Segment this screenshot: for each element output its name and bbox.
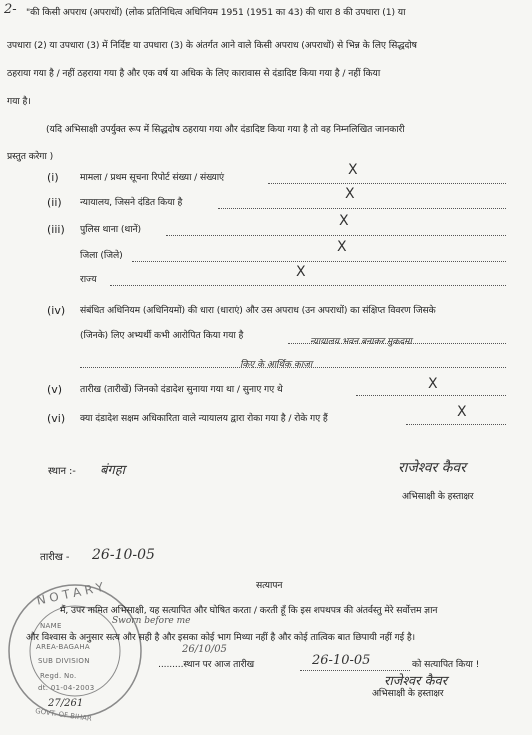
notary-handwritten-sworn: Sworn before me [112,616,191,626]
item-iii-district-cross: X [337,239,347,255]
notary-handwritten-date: 26/10/05 [182,644,227,655]
corner-handwritten-mark: 2- [4,2,17,17]
para2-line-1: (यदि अभिसाक्षी उपर्युक्त रूप में सिद्धदोष ठहराया गया और दंडादिष्ट किया गया है तो वह निम्नलिखित जानकारी [46,124,405,135]
item-ii-number: (ii) [47,196,62,209]
seal-regd: Regd. No. [40,672,77,680]
verification-line-4: को सत्यापित किया ! [412,659,480,670]
item-v-cross: X [428,376,438,392]
signature-handwritten: राजेश्वर कैवर [398,460,466,476]
verification-date-handwritten: 26-10-05 [312,653,371,668]
para1-line-2: उपधारा (2) या उपधारा (3) में निर्दिष्ट या उपधारा (3) के अंतर्गत आने वाले किसी अपराध (अपराधों) से भिन्न के लिए सिद्धदोष [7,40,417,51]
para1-line-3: ठहराया गया है / नहीं ठहराया गया है और एक वर्ष या अधिक के लिए कारावास से दंडादिष्ट किया गया है / नहीं किया [7,68,381,79]
item-iii-state-blank [110,285,506,286]
item-iii-blank [166,235,506,236]
signature-label: अभिसाक्षी के हस्ताक्षर [402,491,474,502]
item-iii-number: (iii) [47,223,65,236]
item-iv-label-line-2: (जिनके) लिए अभ्यर्थी कभी आरोपित किया गया है [80,330,244,341]
signature2-handwritten: राजेश्वर कैवर [384,674,448,689]
date-label: तारीख - [40,552,70,563]
item-iii-district-label: जिला (जिले) [80,250,123,261]
item-iii-state-cross: X [296,264,306,280]
seal-date: dt. 01-04-2003 [38,684,95,692]
seal-handwritten-number: 27/261 [48,698,84,709]
verification-line-1: मैं, उपर नामित अभिसाक्षी, यह सत्यापित और घोषित करता / करती हूँ कि इस शपथपत्र की अंतर्वस्तु मेरे सर्वोत्तम ज्ञान [60,605,438,616]
item-vi-number: (vi) [47,412,66,425]
signature2-label: अभिसाक्षी के हस्ताक्षर [372,688,444,699]
verification-heading: सत्यापन [256,580,283,591]
verification-line-2: और विश्वास के अनुसार सत्य और सही है और इसका कोई भाग मिथ्या नहीं है और कोई तात्विक बात छिपायी नहीं गई है। [26,632,416,643]
item-vi-cross: X [457,404,467,420]
item-v-label: तारीख (तारीखें) जिनको दंडादेश सुनाया गया था / सुनाए गए थे [80,384,283,395]
verification-line-3: .........स्थान पर आज तारीख [158,659,255,670]
place-label: स्थान :- [48,466,76,477]
seal-name: NAME [40,622,62,630]
place-handwritten: बंगहा [100,463,126,478]
seal-area: AREA-BAGAHA [36,643,91,651]
item-iv-handwritten-1: न्यायालय भवन बनाकर मुकदमा [310,337,412,347]
seal-top-text: NOTARY [35,579,109,608]
item-i-number: (i) [47,171,59,184]
item-iv-label-line-1: संबंधित अधिनियम (अधिनियमों) की धारा (धाराएं) और उस अपराध (उन अपराधों) का संक्षिप्त विवरण जिसके [80,305,436,316]
item-iii-cross: X [339,213,349,229]
item-i-label: मामला / प्रथम सूचना रिपोर्ट संख्या / संख्याएं [80,172,224,183]
item-vi-blank [406,424,506,425]
para1-line-1: "की किसी अपराध (अपराधों) (लोक प्रतिनिधित्व अधिनियम 1951 (1951 का 43) की धारा 8 की उपधारा (1) या [26,7,406,18]
item-iii-district-blank [132,261,506,262]
item-ii-blank [218,208,506,209]
item-iv-number: (iv) [47,304,66,317]
seal-division: SUB DIVISION [38,657,90,665]
item-iv-handwritten-2: किए के आर्थिक काजा [240,360,313,370]
item-i-cross: X [348,162,358,178]
item-v-number: (v) [47,383,63,396]
item-v-blank [356,395,506,396]
para1-line-4: गया है। [7,96,31,107]
item-vi-label: क्या दंडादेश सक्षम अधिकारिता वाले न्यायालय द्वारा रोका गया है / रोके गए हैं [80,413,328,424]
item-i-blank [268,183,506,184]
para2-line-2: प्रस्तुत करेगा ) [7,151,54,162]
seal-bottom-text: GOVT. OF BIHAR [34,707,93,723]
item-ii-cross: X [345,186,355,202]
item-iii-state-label: राज्य [80,274,97,285]
item-ii-label: न्यायालय, जिसने दंडित किया है [80,197,183,208]
date-handwritten: 26-10-05 [92,547,155,563]
item-iii-label: पुलिस थाना (थानें) [80,224,142,235]
